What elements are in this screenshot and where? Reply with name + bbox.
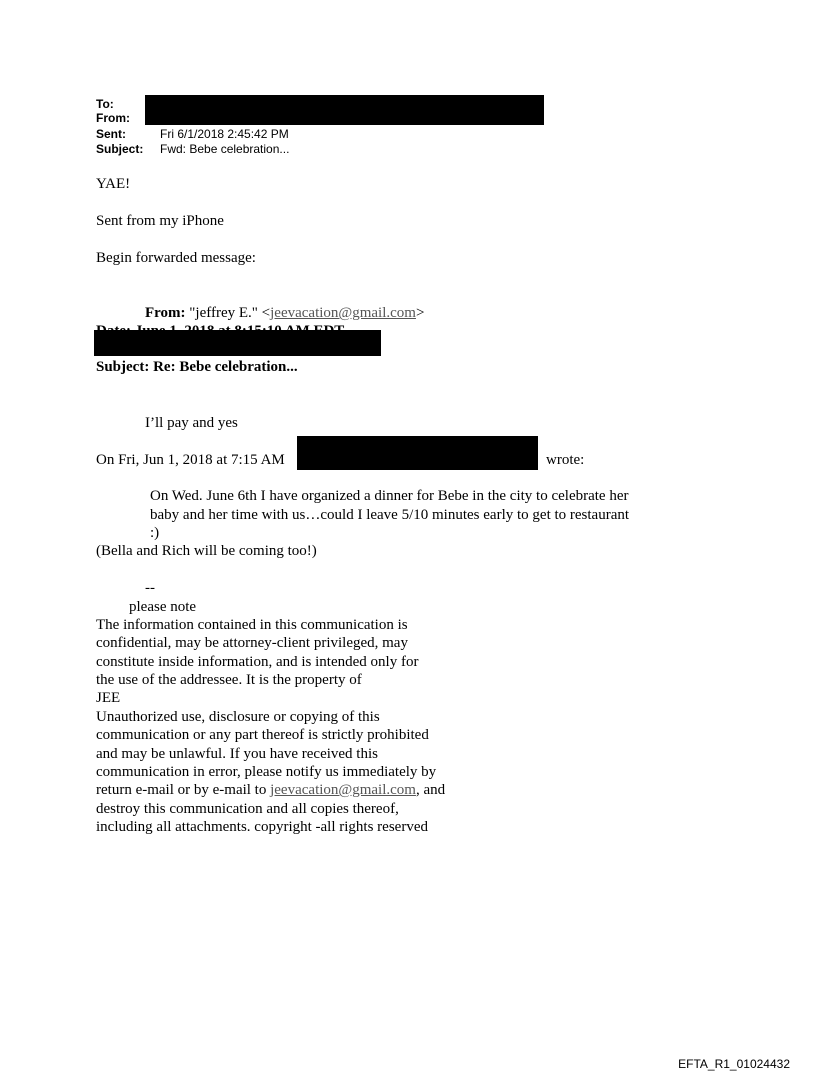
quoted-line-1: On Wed. June 6th I have organized a dinner for Bebe in the city to celebrate her <box>150 488 629 504</box>
disclaimer-line: and may be unlawful. If you have received this <box>96 746 378 762</box>
redaction-box <box>145 95 544 125</box>
disclaimer-line: The information contained in this communication is <box>96 617 408 633</box>
body-line-yae: YAE! <box>96 176 131 192</box>
disclaimer-email-link[interactable]: jeevacation@gmail.com <box>270 782 416 798</box>
body-line-sent-from: Sent from my iPhone <box>96 213 224 229</box>
disclaimer-line: destroy this communication and all copies thereof, <box>96 801 399 817</box>
quoted-line-4: (Bella and Rich will be coming too!) <box>96 543 317 559</box>
quote-intro-end: wrote: <box>546 452 585 468</box>
header-subject <box>96 142 289 156</box>
disclaimer-line: Unauthorized use, disclosure or copying of this <box>96 709 380 725</box>
forwarded-from <box>145 304 424 322</box>
document-id: EFTA_R1_01024432 <box>678 1057 790 1071</box>
disclaimer-line-email <box>96 781 445 799</box>
quoted-line-3: :) <box>150 525 160 541</box>
disclaimer-line: communication or any part thereof is strictly prohibited <box>96 727 429 743</box>
disclaimer-line: communication in error, please notify us immediately by <box>96 764 437 780</box>
disclaimer-text: return e-mail or by e-mail to <box>96 782 271 798</box>
forwarded-from-label: From: <box>145 305 186 321</box>
from-label: From: <box>96 111 130 125</box>
header-sent <box>96 127 289 141</box>
forwarded-from-email-link[interactable]: jeevacation@gmail.com <box>270 305 416 321</box>
quote-intro-start: On Fri, Jun 1, 2018 at 7:15 AM <box>96 452 285 468</box>
forwarded-date <box>96 322 344 330</box>
disclaimer-line: constitute inside information, and is intended only for <box>96 654 419 670</box>
disclaimer-line: including all attachments. copyright -all rights reserved <box>96 819 428 835</box>
subject-value: Fwd: Bebe celebration... <box>160 142 290 156</box>
disclaimer-line: JEE <box>96 690 121 706</box>
body-line-forwarded: Begin forwarded message: <box>96 250 256 266</box>
signature-dashes: -- <box>145 580 155 596</box>
forwarded-from-close: > <box>415 305 425 321</box>
sent-label: Sent: <box>96 127 126 141</box>
reply-text: I’ll pay and yes <box>145 415 238 431</box>
redaction-box <box>297 436 538 470</box>
signature-note: please note <box>129 599 197 615</box>
quoted-line-2: baby and her time with us…could I leave 5/10 minutes early to get to restaurant <box>150 507 630 523</box>
subject-label: Subject: <box>96 142 144 156</box>
forwarded-subject: Subject: Re: Bebe celebration... <box>96 359 298 375</box>
forwarded-from-name: "jeffrey E." < <box>185 305 271 321</box>
disclaimer-line: confidential, may be attorney-client privileged, may <box>96 635 408 651</box>
disclaimer-text: , and <box>415 782 446 798</box>
disclaimer-line: the use of the addressee. It is the property of <box>96 672 362 688</box>
sent-value: Fri 6/1/2018 2:45:42 PM <box>160 127 289 141</box>
to-label: To: <box>96 97 114 111</box>
redaction-box <box>94 330 381 356</box>
